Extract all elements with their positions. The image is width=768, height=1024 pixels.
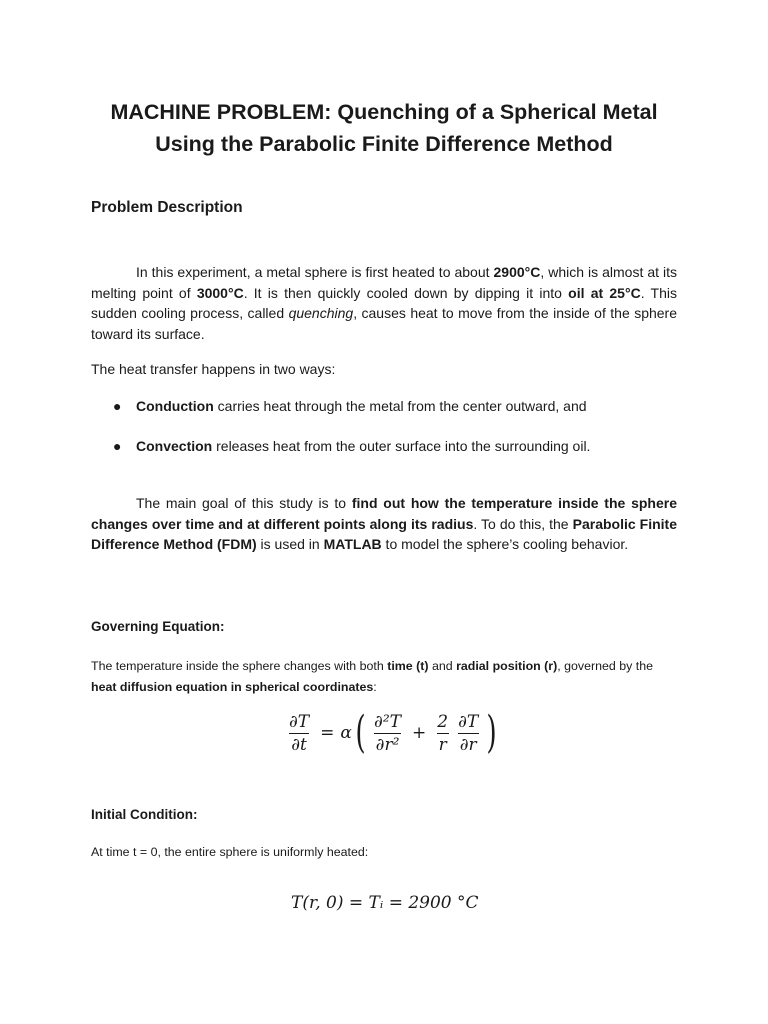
heat-diffusion-equation: $\frac{\partial T}{\partial t}$ = α ( $\frac{\text{∂²T}}{\text{∂r²}}$ + $\frac{2}{r}$ $\frac{\partial T}{\partial r}$ ): [289, 707, 497, 758]
second-derivative-fraction: $\frac{\text{∂²T}}{\text{∂r²}}$: [374, 711, 401, 755]
heat-transfer-list: [91, 396, 677, 456]
governing-equation-heading: Governing Equation:: [91, 619, 225, 634]
title-line-2: Using the Parabolic Finite Difference Method: [155, 132, 613, 156]
heat-transfer-intro: The heat transfer happens in two ways:: [91, 361, 336, 377]
goal-paragraph: The main goal of this study is to find out how the temperature inside the sphere changes over time and at different points along its radius. To do this, the Parabolic Finite Difference Method (FDM) is used in MATLAB to model the sphere’s cooling behavior.: [91, 495, 678, 553]
list-item: ● Convection releases heat from the outer surface into the surrounding oil.: [113, 438, 591, 454]
first-derivative-fraction: $\frac{\partial T}{\partial r}$: [458, 711, 479, 755]
initial-condition-equation: T(r, 0) = Tᵢ = 2900 °C: [291, 893, 479, 913]
two-over-r-fraction: $\frac{2}{r}$: [437, 711, 449, 755]
title-line-1: MACHINE PROBLEM: Quenching of a Spherical Metal: [110, 100, 658, 124]
list-item: ● Conduction carries heat through the metal from the center outward, and: [113, 398, 587, 414]
governing-paragraph: The temperature inside the sphere changes with both time (t) and radial position (r), governed by the heat diffusion equation in spherical coordinates:: [91, 659, 654, 694]
problem-description-heading: Problem Description: [91, 199, 243, 216]
initial-condition-paragraph: At time t = 0, the entire sphere is uniformly heated:: [91, 845, 369, 859]
intro-paragraph: In this experiment, a metal sphere is first heated to about 2900°C, which is almost at its melting point of 3000°C. It is then quickly cooled down by dipping it into oil at 25°C. This sudden cooling process, called quenching, causes heat to move from the inside of the sphere toward its surface.: [91, 264, 678, 343]
lhs-fraction: $\frac{\partial T}{\partial t}$: [289, 711, 310, 755]
initial-condition-heading: Initial Condition:: [91, 807, 198, 822]
document-title: [60, 96, 708, 160]
